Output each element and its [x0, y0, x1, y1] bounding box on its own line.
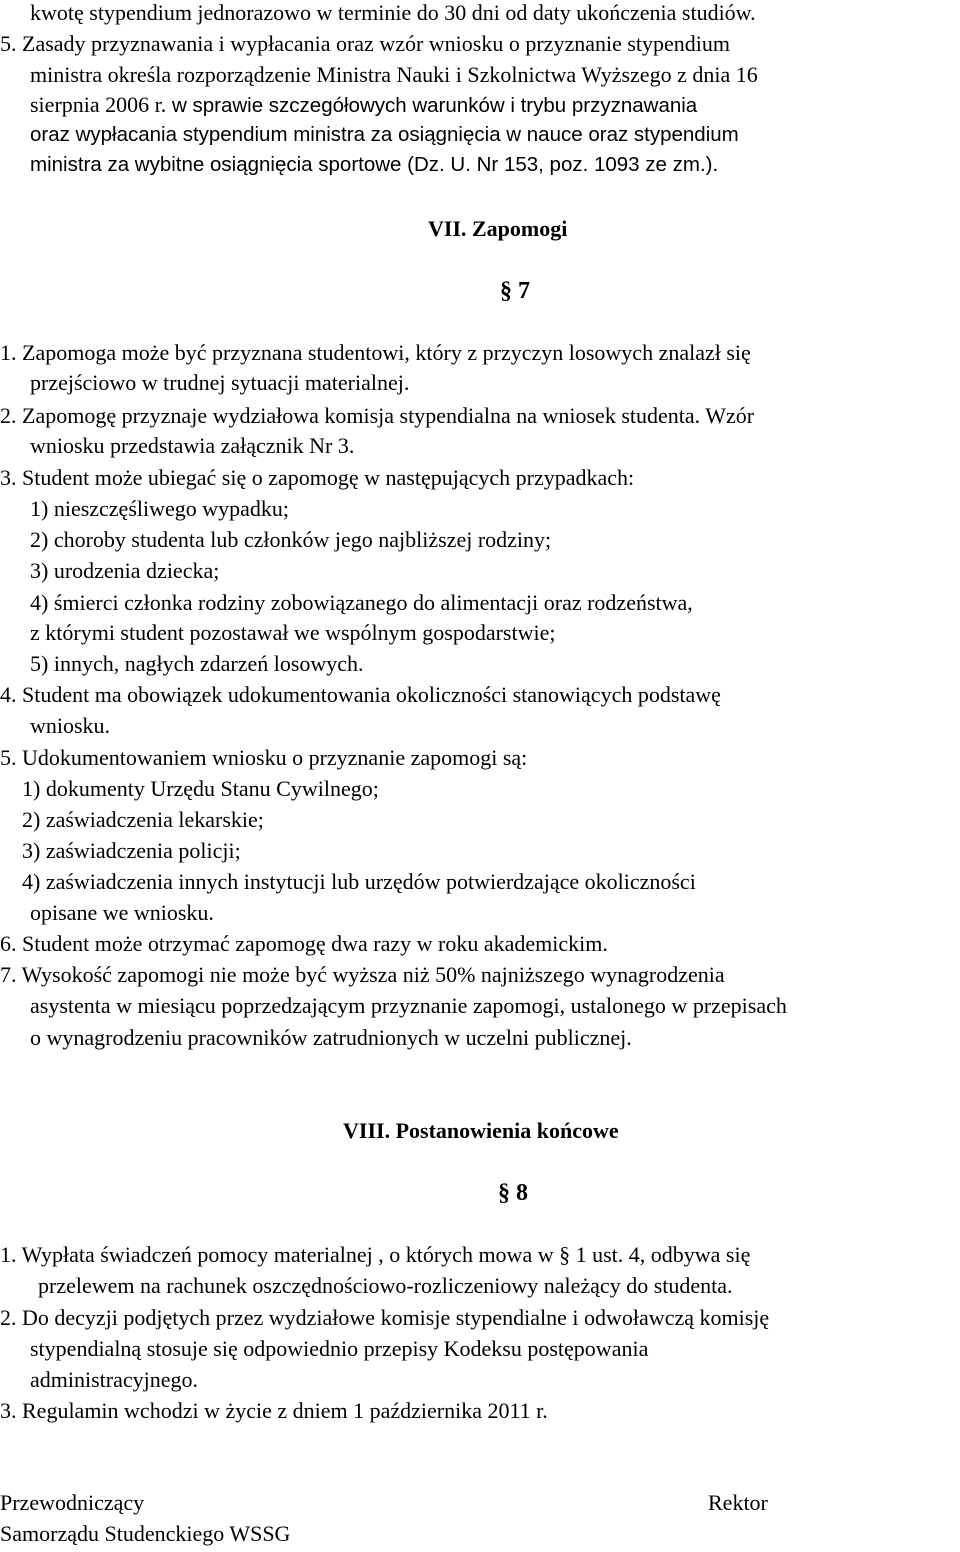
text-line: 6. Student może otrzymać zapomogę dwa razy w roku akademickim.: [0, 931, 608, 956]
text-line: opisane we wniosku.: [30, 900, 214, 925]
text-line: 4. Student ma obowiązek udokumentowania okoliczności stanowiących podstawę: [0, 682, 721, 707]
section-heading: VII. Zapomogi: [428, 216, 568, 241]
text-line: sierpnia 2006 r. w sprawie szczegółowych warunków i trybu przyznawania: [30, 92, 698, 117]
list-item: 4) zaświadczenia innych instytucji lub urzędów potwierdzające okoliczności: [22, 869, 696, 894]
list-item: 1) nieszczęśliwego wypadku;: [30, 496, 290, 521]
list-item: z którymi student pozostawał we wspólnym gospodarstwie;: [30, 620, 556, 645]
text-line: 2. Do decyzji podjętych przez wydziałowe komisje stypendialne i odwoławczą komisję: [0, 1305, 770, 1330]
list-item: 3) zaświadczenia policji;: [22, 838, 241, 863]
signature-left-title: Przewodniczący: [0, 1490, 145, 1515]
text-line: 7. Wysokość zapomogi nie może być wyższa niż 50% najniższego wynagrodzenia: [0, 962, 725, 987]
text-line: 3. Student może ubiegać się o zapomogę w następujących przypadkach:: [0, 465, 635, 490]
text-line: stypendialną stosuje się odpowiednio przepisy Kodeksu postępowania: [30, 1336, 649, 1361]
text-line: 5. Zasady przyznawania i wypłacania oraz wzór wniosku o przyznanie stypendium: [0, 31, 731, 56]
text-line: przelewem na rachunek oszczędnościowo-rozliczeniowy należący do studenta.: [38, 1273, 733, 1298]
text-line: 3. Regulamin wchodzi w życie z dniem 1 października 2011 r.: [0, 1398, 548, 1423]
signature-right-title: Rektor: [708, 1490, 768, 1515]
text-line: wniosku przedstawia załącznik Nr 3.: [30, 433, 355, 458]
text-line: asystenta w miesiącu poprzedzającym przyznanie zapomogi, ustalonego w przepisach: [30, 993, 787, 1018]
text-line: oraz wypłacania stypendium ministra za osiągnięcia w nauce oraz stypendium: [30, 123, 739, 146]
list-item: 4) śmierci członka rodziny zobowiązanego do alimentacji oraz rodzeństwa,: [30, 590, 693, 615]
text-line: 1. Zapomoga może być przyznana studentowi, który z przyczyn losowych znalazł się: [0, 340, 751, 365]
list-item: 1) dokumenty Urzędu Stanu Cywilnego;: [22, 776, 379, 801]
text-line: 2. Zapomogę przyznaje wydziałowa komisja stypendialna na wniosek studenta. Wzór: [0, 403, 755, 428]
section-heading: VIII. Postanowienia końcowe: [343, 1118, 619, 1143]
text-line: ministra za wybitne osiągnięcia sportowe (Dz. U. Nr 153, poz. 1093 ze zm.).: [30, 153, 719, 176]
text-line: wniosku.: [30, 713, 111, 738]
list-item: 2) choroby studenta lub członków jego najbliższej rodziny;: [30, 527, 552, 552]
text-line: przejściowo w trudnej sytuacji materialnej.: [30, 370, 410, 395]
list-item: 5) innych, nagłych zdarzeń losowych.: [30, 651, 364, 676]
text-line: kwotę stypendium jednorazowo w terminie do 30 dni od daty ukończenia studiów.: [30, 0, 756, 25]
list-item: 3) urodzenia dziecka;: [30, 558, 220, 583]
text-line: 1. Wypłata świadczeń pomocy materialnej , o których mowa w § 1 ust. 4, odbywa się: [0, 1242, 751, 1267]
paragraph-mark: § 8: [498, 1180, 528, 1206]
text-line: 5. Udokumentowaniem wniosku o przyznanie zapomogi są:: [0, 745, 528, 770]
text-line: o wynagrodzeniu pracowników zatrudnionych w uczelni publicznej.: [30, 1025, 632, 1050]
signature-left-organization: Samorządu Studenckiego WSSG: [0, 1521, 291, 1546]
text-line: administracyjnego.: [30, 1367, 199, 1392]
list-item: 2) zaświadczenia lekarskie;: [22, 807, 264, 832]
paragraph-mark: § 7: [500, 278, 530, 304]
text-line: ministra określa rozporządzenie Ministra Nauki i Szkolnictwa Wyższego z dnia 16: [30, 62, 758, 87]
